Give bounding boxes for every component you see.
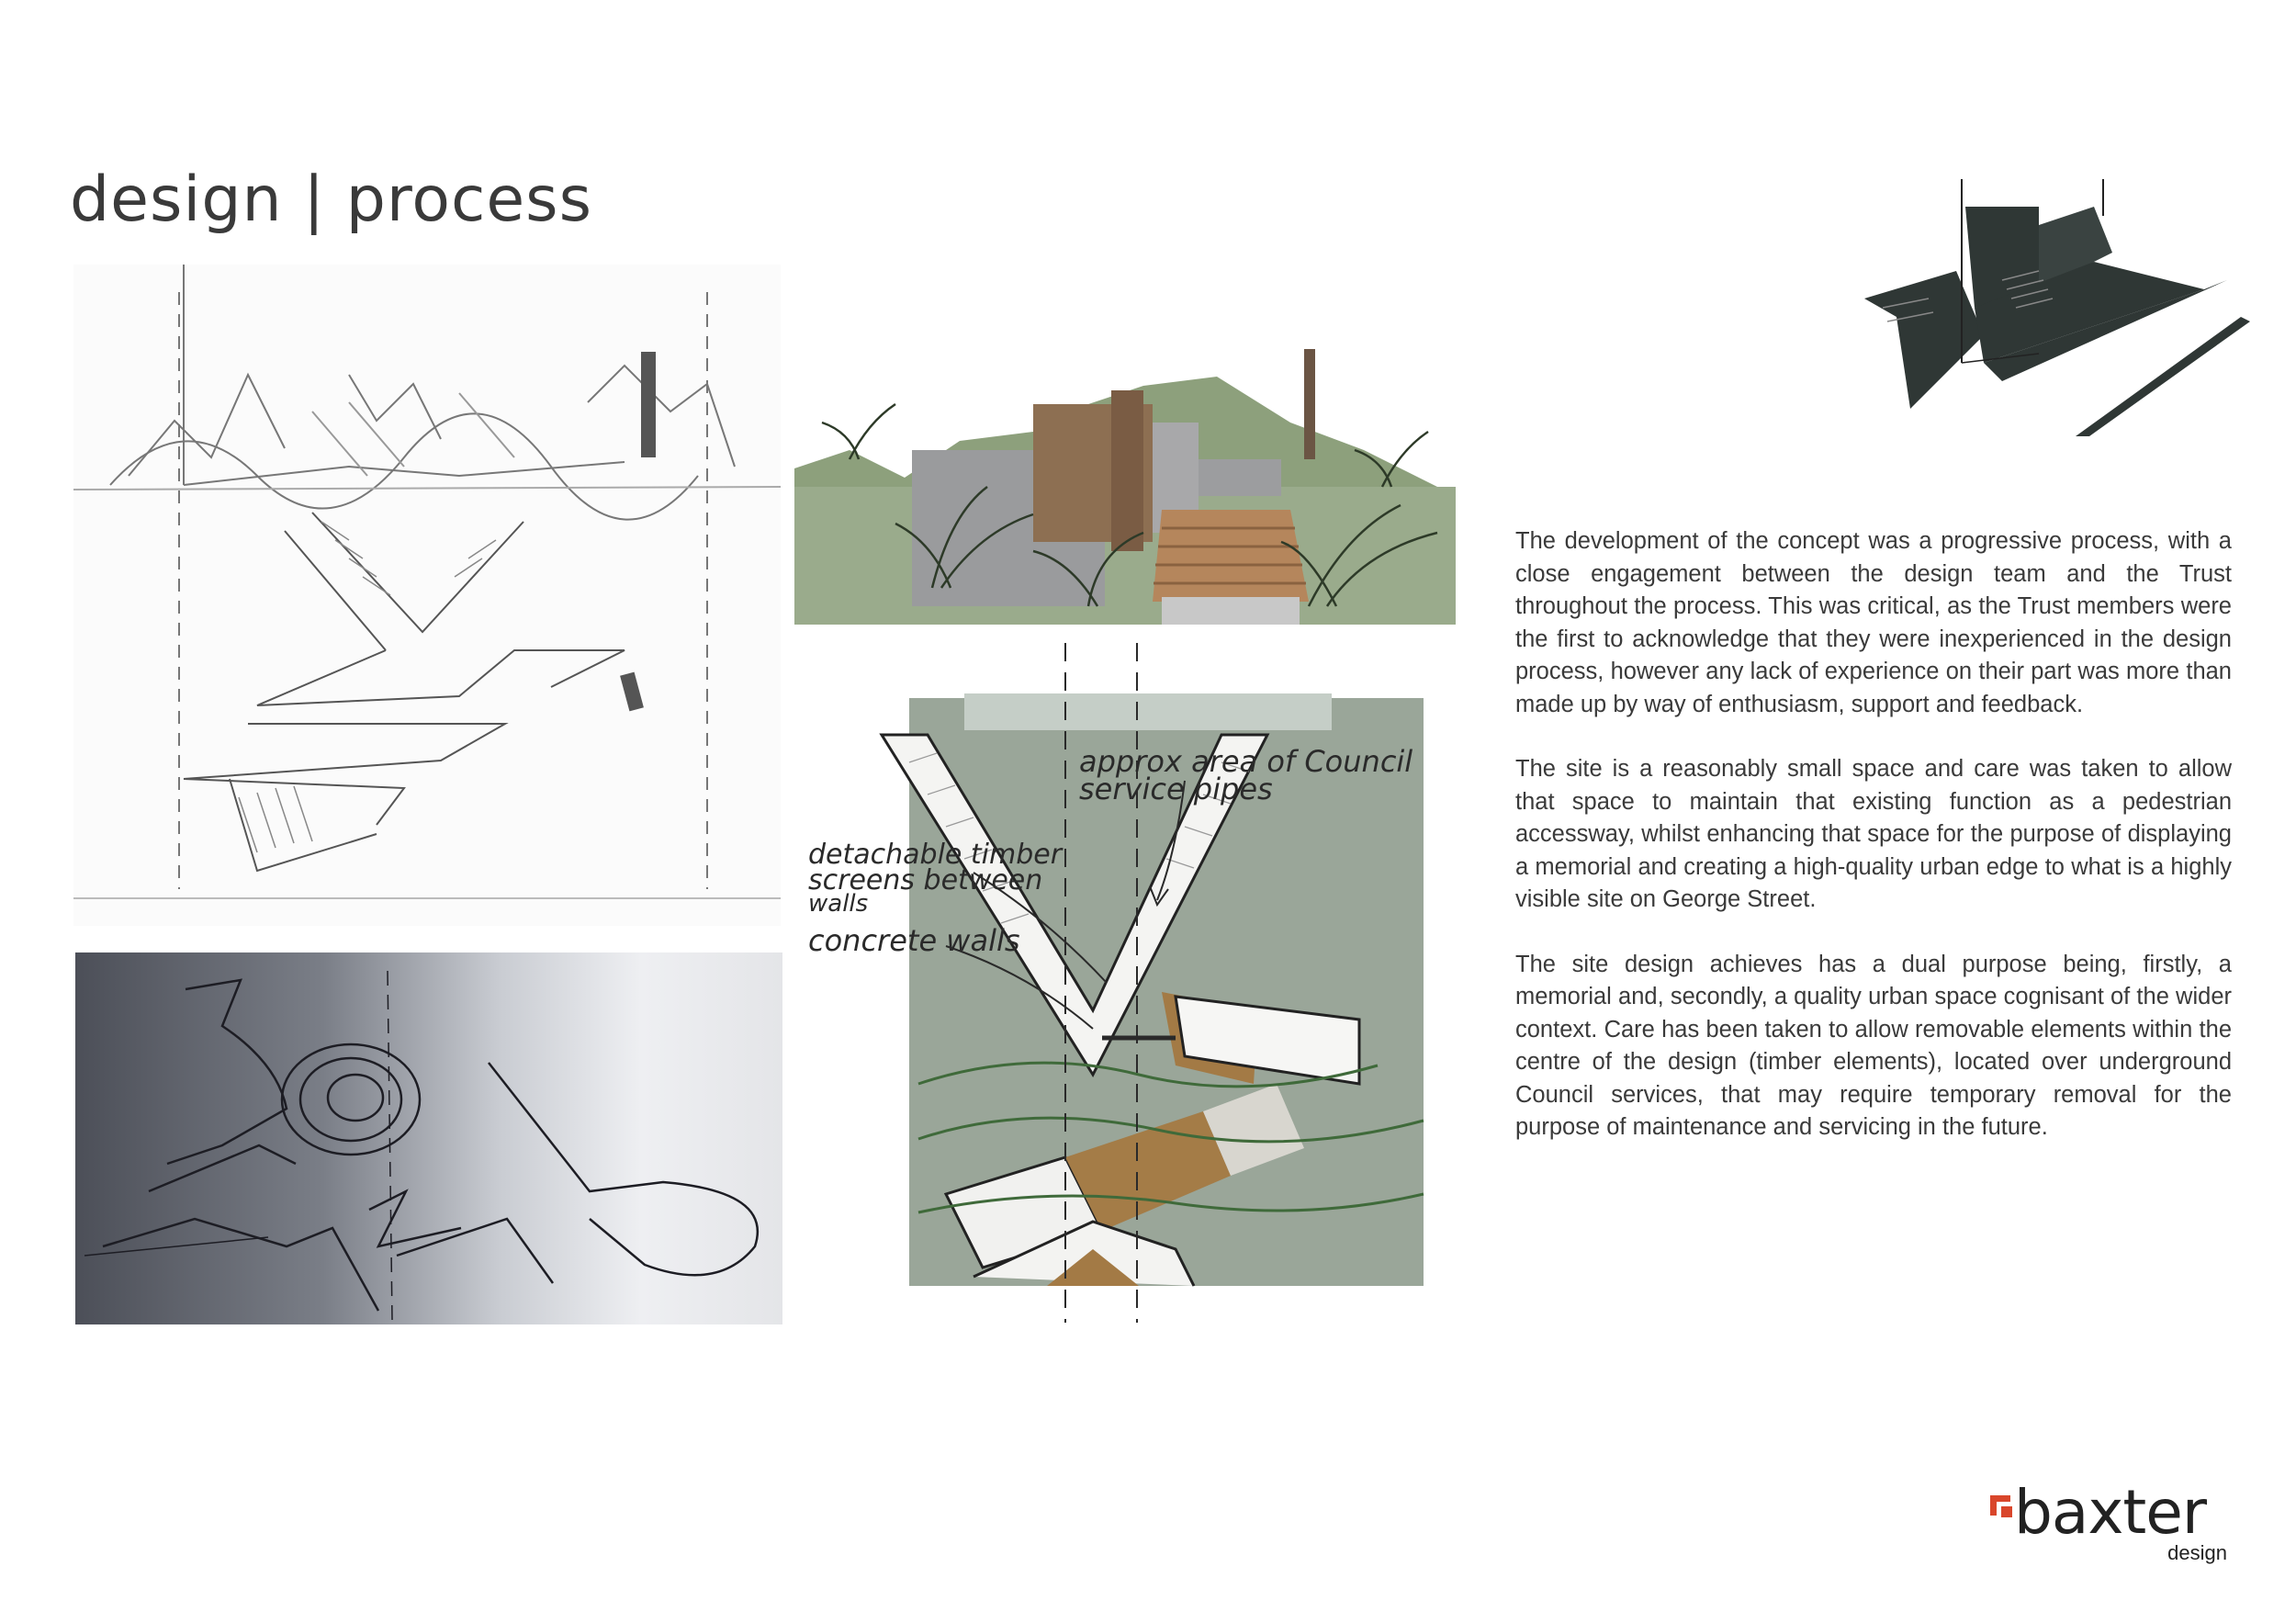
perspective-render-image [794,349,1456,625]
annotated-site-plan-image [790,643,1460,1332]
annotation-service-pipes-1: approx area of Council [1079,744,1413,779]
annotation-timber-3: walls [808,890,869,918]
massing-diagram-image [1855,170,2250,436]
body-paragraph-2: The site is a reasonably small space and care was taken to allow that space to maintain that existing function as a pedestrian accessway, whilst enhancing that space for the purpose of displaying a memorial and creating a high-quality urban edge to what is a highly visible site on George Street. [1515,756,2232,912]
body-paragraph-1: The development of the concept was a progressive process, with a close engagement between the design team and the Trust throughout the process. This was critical, as the Trust members were the first to acknowledge that they were inexperienced in the design process, however any lack of experience on their part was more than made up by way of enthusiasm, support and feedback. [1515,528,2232,717]
logo-sub: design [2167,1541,2227,1564]
annotation-timber-2: screens between [808,864,1043,896]
logo-word: baxter [2014,1477,2207,1548]
body-paragraph-3: The site design achieves has a dual purpose being, firstly, a memorial and, secondly, a quality urban space cognisant of the wider context. Care has been taken to allow removable elements within the centre of the design (timber elements), located over underground Council services, that may require temporary removal for the purpose of maintenance and servicing in the future. [1515,951,2232,1140]
sketch-photo-image [75,952,782,1324]
annotation-timber-1: detachable timber [808,839,1063,871]
baxter-design-logo [1988,1477,2236,1564]
annotation-concrete-walls: concrete walls [808,923,1020,958]
logo-mark-square-icon [2001,1506,2012,1517]
sketch-elevation-plan-image [73,265,781,926]
page-title: design | process [70,163,593,236]
annotation-service-pipes-2: service pipes [1079,772,1273,806]
body-text [1515,525,2232,1177]
